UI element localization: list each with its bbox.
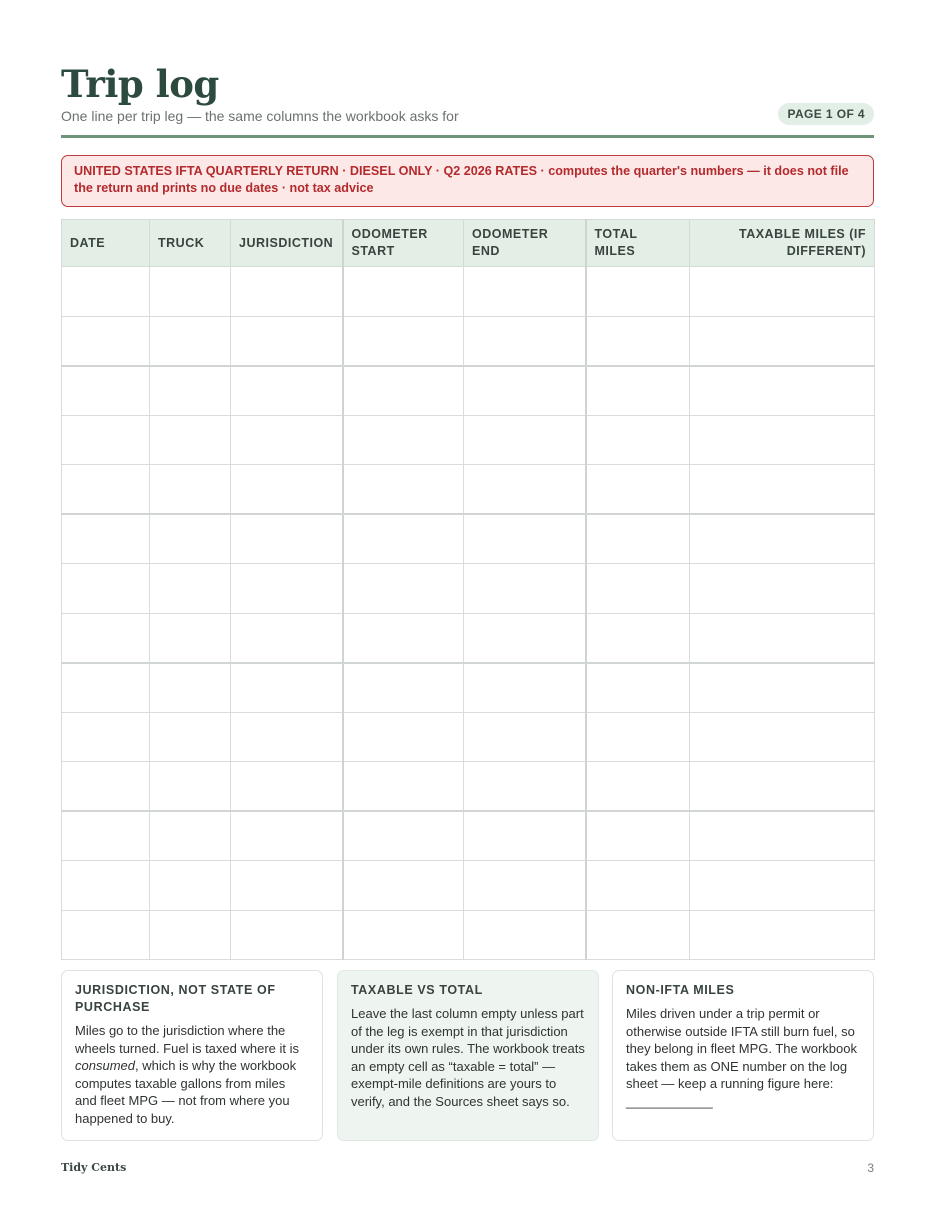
table-cell[interactable] (586, 415, 690, 465)
table-cell[interactable] (586, 613, 690, 663)
table-cell[interactable] (586, 910, 690, 960)
table-cell[interactable] (690, 564, 875, 614)
table-cell[interactable] (231, 465, 343, 515)
table-cell[interactable] (586, 514, 690, 564)
table-cell[interactable] (62, 564, 150, 614)
table-cell[interactable] (464, 564, 586, 614)
table-cell[interactable] (586, 861, 690, 911)
table-cell[interactable] (150, 910, 231, 960)
table-cell[interactable] (62, 663, 150, 713)
table-cell[interactable] (690, 267, 875, 317)
card-jurisdiction-text-2: , which is why the workbook computes taxable gallons from miles and fleet MPG — not from where you happened to buy. (75, 1058, 297, 1126)
table-cell[interactable] (586, 316, 690, 366)
card-non-ifta-body: Miles driven under a trip permit or otherwise outside IFTA still burn fuel, so they belong in fleet MPG. The workbook takes them as ONE number on the log sheet — keep a running figure here: ____________ (626, 1006, 857, 1109)
card-non-ifta-title: NON-IFTA MILES (626, 983, 735, 997)
table-cell[interactable] (150, 663, 231, 713)
table-row (62, 811, 875, 861)
table-cell[interactable] (690, 366, 875, 416)
table-cell[interactable] (690, 712, 875, 762)
card-jurisdiction (61, 970, 323, 1141)
page-subtitle: One line per trip leg — the same columns the workbook asks for (61, 108, 459, 124)
table-cell[interactable] (231, 762, 343, 812)
table-row (62, 366, 875, 416)
table-cell[interactable] (343, 465, 464, 515)
table-cell[interactable] (464, 910, 586, 960)
table-cell[interactable] (231, 267, 343, 317)
table-cell[interactable] (464, 514, 586, 564)
footer-page-number: 3 (867, 1161, 874, 1175)
table-cell[interactable] (690, 861, 875, 911)
table-cell[interactable] (690, 811, 875, 861)
table-cell[interactable] (343, 910, 464, 960)
table-cell[interactable] (343, 712, 464, 762)
table-cell[interactable] (343, 514, 464, 564)
table-cell[interactable] (586, 712, 690, 762)
table-cell[interactable] (62, 465, 150, 515)
column-header-jurisdiction: JURISDICTION (231, 220, 343, 267)
card-jurisdiction-body (75, 1022, 309, 1127)
table-cell[interactable] (690, 514, 875, 564)
table-cell[interactable] (343, 564, 464, 614)
table-cell[interactable] (62, 861, 150, 911)
table-cell[interactable] (150, 811, 231, 861)
table-cell[interactable] (150, 465, 231, 515)
table-cell[interactable] (150, 762, 231, 812)
table-cell[interactable] (343, 811, 464, 861)
table-cell[interactable] (231, 663, 343, 713)
column-header-taxable-miles: TAXABLE MILES (IF DIFFERENT) (690, 220, 875, 267)
table-cell[interactable] (62, 613, 150, 663)
table-row (62, 415, 875, 465)
table-cell[interactable] (690, 910, 875, 960)
card-jurisdiction-emphasis: consumed (75, 1058, 135, 1073)
table-cell[interactable] (62, 514, 150, 564)
table-cell[interactable] (690, 762, 875, 812)
table-cell[interactable] (343, 861, 464, 911)
table-cell[interactable] (62, 316, 150, 366)
card-jurisdiction-text-1: Miles go to the jurisdiction where the wheels turned. Fuel is taxed where it is (75, 1023, 299, 1056)
table-cell[interactable] (690, 465, 875, 515)
card-taxable-body: Leave the last column empty unless part of the leg is exempt in that jurisdiction under its own rules. The workbook treats an empty cell as “taxable = total” — exempt-mile definitions are yours to verify, and the Sources sheet says so. (351, 1006, 585, 1109)
column-header-odometer-end: ODOMETER END (464, 220, 586, 267)
table-cell[interactable] (343, 663, 464, 713)
table-cell[interactable] (586, 465, 690, 515)
table-cell[interactable] (62, 267, 150, 317)
table-cell[interactable] (150, 316, 231, 366)
table-cell[interactable] (690, 663, 875, 713)
table-cell[interactable] (150, 564, 231, 614)
page-indicator-badge: PAGE 1 OF 4 (778, 103, 874, 125)
footer-brand: Tidy Cents (61, 1161, 127, 1174)
table-cell[interactable] (464, 267, 586, 317)
table-cell[interactable] (150, 366, 231, 416)
table-cell[interactable] (231, 712, 343, 762)
table-cell[interactable] (690, 415, 875, 465)
table-cell[interactable] (343, 762, 464, 812)
table-row (62, 663, 875, 713)
table-cell[interactable] (150, 267, 231, 317)
table-cell[interactable] (231, 564, 343, 614)
table-cell[interactable] (464, 712, 586, 762)
table-cell[interactable] (690, 316, 875, 366)
column-header-truck: TRUCK (150, 220, 231, 267)
table-cell[interactable] (231, 613, 343, 663)
disclaimer-banner: UNITED STATES IFTA QUARTERLY RETURN · DIESEL ONLY · Q2 2026 RATES · computes the quarter's numbers — it does not file the return and prints no due dates · not tax advice (61, 155, 874, 207)
table-cell[interactable] (62, 366, 150, 416)
table-cell[interactable] (231, 366, 343, 416)
card-taxable-vs-total (337, 970, 599, 1141)
table-cell[interactable] (231, 415, 343, 465)
table-cell[interactable] (690, 613, 875, 663)
table-cell[interactable] (343, 366, 464, 416)
table-cell[interactable] (586, 663, 690, 713)
table-cell[interactable] (586, 267, 690, 317)
table-cell[interactable] (464, 811, 586, 861)
table-cell[interactable] (343, 316, 464, 366)
table-cell[interactable] (343, 267, 464, 317)
table-row (62, 712, 875, 762)
table-cell[interactable] (464, 316, 586, 366)
card-taxable-title: TAXABLE VS TOTAL (351, 983, 483, 997)
table-cell[interactable] (231, 316, 343, 366)
table-cell[interactable] (464, 613, 586, 663)
table-cell[interactable] (464, 366, 586, 416)
table-cell[interactable] (343, 613, 464, 663)
table-cell[interactable] (464, 861, 586, 911)
table-cell[interactable] (150, 613, 231, 663)
table-row (62, 564, 875, 614)
table-cell[interactable] (62, 910, 150, 960)
table-row (62, 465, 875, 515)
trip-log-body (62, 267, 875, 960)
table-cell[interactable] (62, 415, 150, 465)
table-cell[interactable] (343, 415, 464, 465)
column-header-date: DATE (62, 220, 150, 267)
table-row (62, 267, 875, 317)
table-cell[interactable] (464, 465, 586, 515)
table-row (62, 861, 875, 911)
table-cell[interactable] (150, 861, 231, 911)
card-non-ifta-miles (612, 970, 874, 1141)
table-cell[interactable] (464, 663, 586, 713)
trip-log-table (61, 219, 875, 960)
table-cell[interactable] (231, 910, 343, 960)
header-divider (61, 135, 874, 138)
table-cell[interactable] (62, 762, 150, 812)
table-cell[interactable] (150, 415, 231, 465)
card-jurisdiction-title: JURISDICTION, NOT STATE OF PURCHASE (75, 983, 276, 1014)
table-cell[interactable] (231, 861, 343, 911)
table-cell[interactable] (231, 811, 343, 861)
table-cell[interactable] (586, 366, 690, 416)
column-header-total-miles: TOTAL MILES (586, 220, 690, 267)
table-cell[interactable] (586, 762, 690, 812)
table-row (62, 613, 875, 663)
table-row (62, 910, 875, 960)
table-cell[interactable] (586, 811, 690, 861)
table-cell[interactable] (62, 811, 150, 861)
table-cell[interactable] (150, 514, 231, 564)
page-title: Trip log (61, 62, 219, 106)
table-cell[interactable] (586, 564, 690, 614)
table-row (62, 514, 875, 564)
table-cell[interactable] (464, 762, 586, 812)
table-row (62, 316, 875, 366)
column-header-odometer-start: ODOMETER START (343, 220, 464, 267)
table-cell[interactable] (464, 415, 586, 465)
table-row (62, 762, 875, 812)
table-cell[interactable] (62, 712, 150, 762)
table-cell[interactable] (150, 712, 231, 762)
table-header-row (62, 220, 875, 267)
table-cell[interactable] (231, 514, 343, 564)
